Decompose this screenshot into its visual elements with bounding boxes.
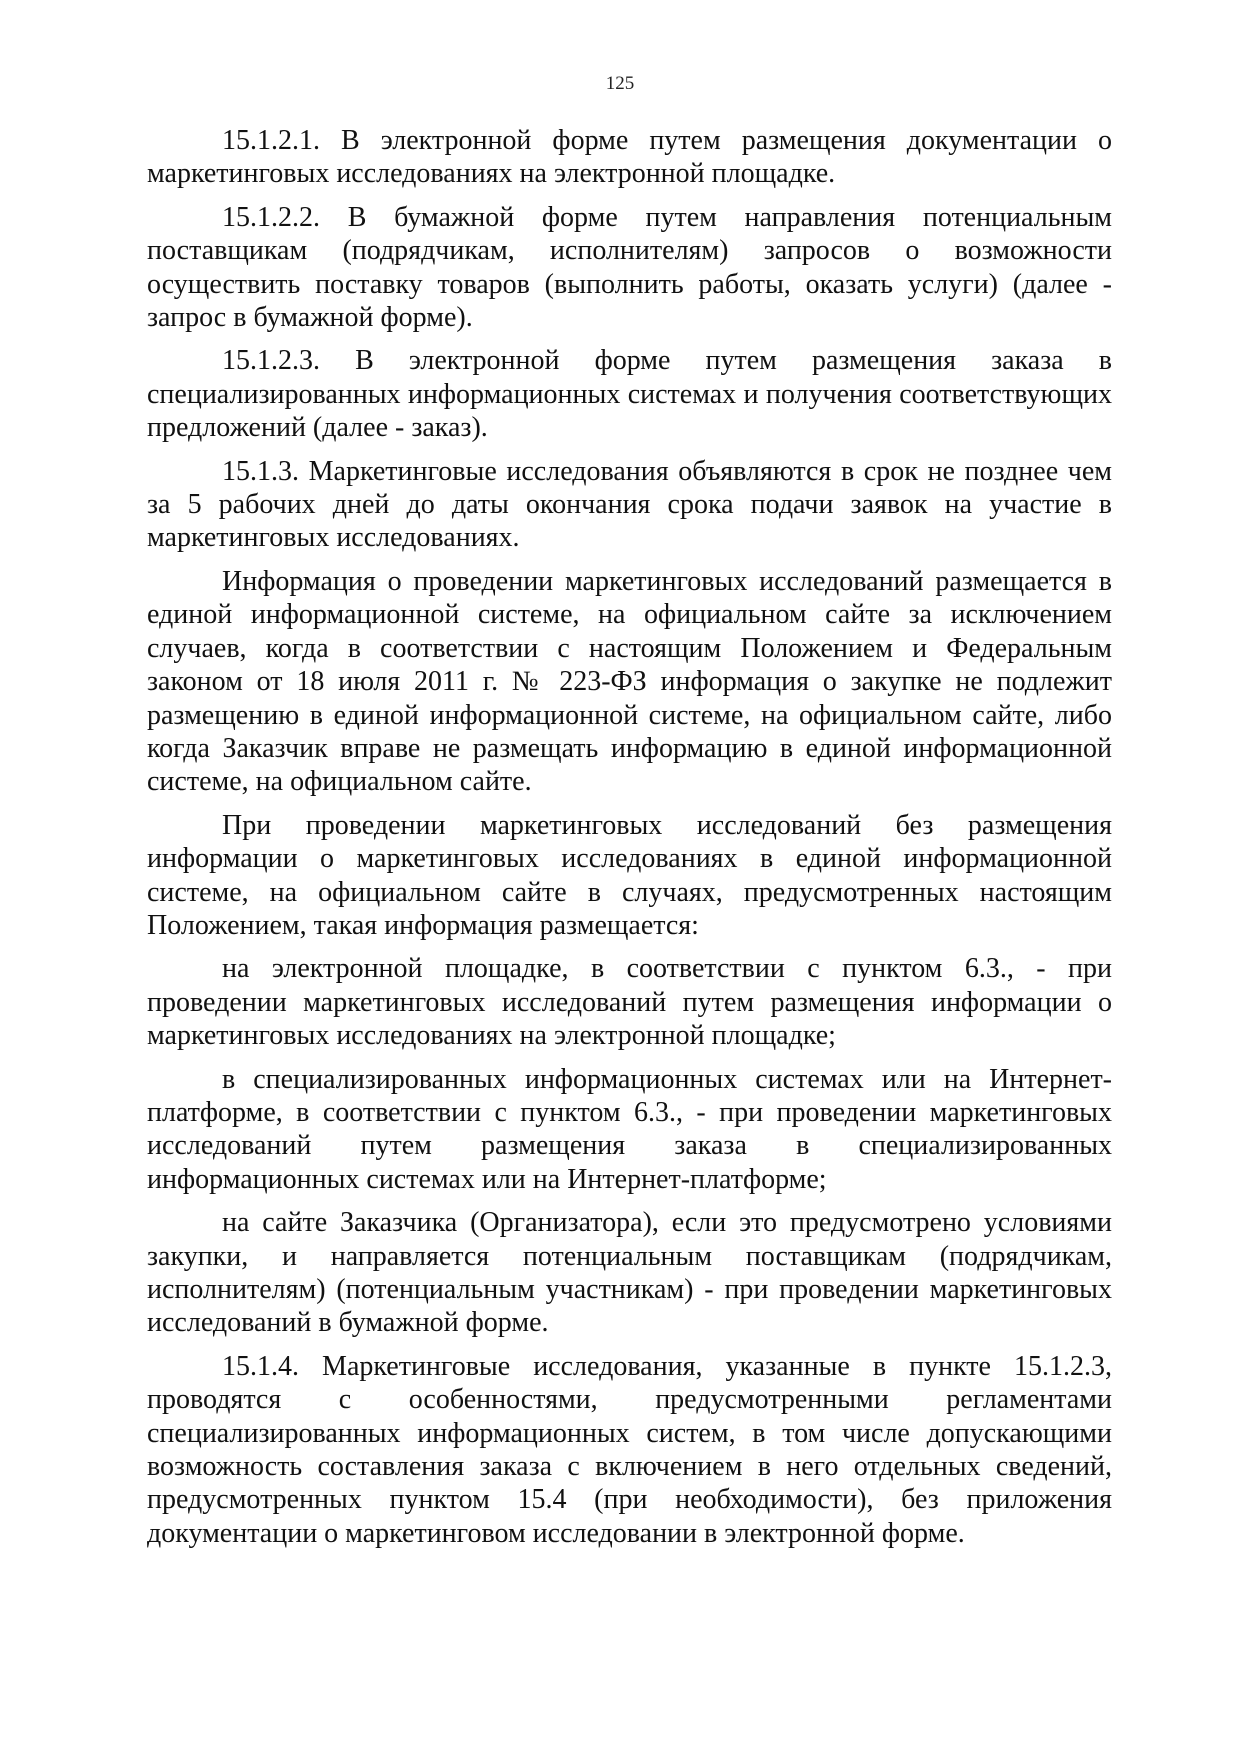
paragraph-15-1-2-2	[147, 201, 1112, 335]
paragraph-text: В электронной форме путем размещения документации о маркетинговых исследованиях на электронной площадке.	[147, 125, 1112, 190]
paragraph-text: на электронной площадке, в соответствии с пунктом 6.3., - при проведении маркетинговых исследований путем размещения информации о маркетинговых исследованиях на электронной площадке;	[147, 953, 1112, 1052]
paragraph-text: В электронной форме путем размещения заказа в специализированных информационных системах и получения соответствующих предложений (далее - заказ).	[147, 345, 1112, 444]
paragraph-specialized-systems	[147, 1063, 1112, 1197]
paragraph-text: Информация о проведении маркетинговых исследований размещается в единой информационной системе, на официальном сайте за исключением случаев, когда в соответствии с настоящим Положением и Федеральным законом от 18 июля 2011 г. № 223-ФЗ информация о закупке не подлежит размещению в единой информационной системе, на официальном сайте, либо когда Заказчик вправе не размещать информацию в единой информационной системе, на официальном сайте.	[147, 565, 1112, 798]
document-body	[147, 124, 1112, 1560]
paragraph-text: в специализированных информационных системах или на Интернет-платформе, в соответствии с пунктом 6.3., - при проведении маркетинговых исследований путем размещения заказа в специализированных информационных системах или на Интернет-платформе;	[147, 1063, 1112, 1195]
paragraph-15-1-3	[147, 455, 1112, 555]
paragraph-15-1-2-3	[147, 344, 1112, 444]
paragraph-15-1-2-1	[147, 124, 1112, 191]
paragraph-text: При проведении маркетинговых исследований без размещения информации о маркетинговых исследованиях в единой информационной системе, на официальном сайте в случаях, предусмотренных настоящим Положением, такая информация размещается:	[147, 809, 1112, 941]
paragraph-text: Маркетинговые исследования объявляются в срок не позднее чем за 5 рабочих дней до даты окончания срока подачи заявок на участие в маркетинговых исследованиях.	[147, 455, 1112, 554]
paragraph-text: В бумажной форме путем направления потенциальным поставщикам (подрядчикам, исполнителям) запросов о возможности осуществить поставку товаров (выполнить работы, оказать услуги) (далее - запрос в бумажной форме).	[147, 201, 1112, 334]
paragraph-number: 15.1.2.3.	[222, 345, 320, 377]
page-number: 125	[605, 73, 635, 94]
paragraph-number: 15.1.4.	[222, 1350, 299, 1382]
paragraph-15-1-4	[147, 1350, 1112, 1550]
paragraph-without-placement	[147, 809, 1112, 943]
paragraph-information-placement	[147, 565, 1112, 799]
paragraph-number: 15.1.2.2.	[222, 201, 320, 233]
paragraph-text: на сайте Заказчика (Организатора), если это предусмотрено условиями закупки, и направляется потенциальным поставщикам (подрядчикам, исполнителям) (потенциальным участникам) - при проведении маркетинговых исследований в бумажной форме.	[147, 1207, 1112, 1339]
paragraph-number: 15.1.3.	[222, 455, 299, 487]
paragraph-text: Маркетинговые исследования, указанные в пункте 15.1.2.3, проводятся с особенностями, предусмотренными регламентами специализированных информационных систем, в том числе допускающими возможность составления заказа с включением в него отдельных сведений, предусмотренных пунктом 15.4 (при необходимости), без приложения документации о маркетинговом исследовании в электронной форме.	[147, 1350, 1113, 1549]
paragraph-customer-site	[147, 1206, 1112, 1340]
paragraph-number: 15.1.2.1.	[222, 125, 320, 156]
paragraph-electronic-platform	[147, 952, 1112, 1052]
